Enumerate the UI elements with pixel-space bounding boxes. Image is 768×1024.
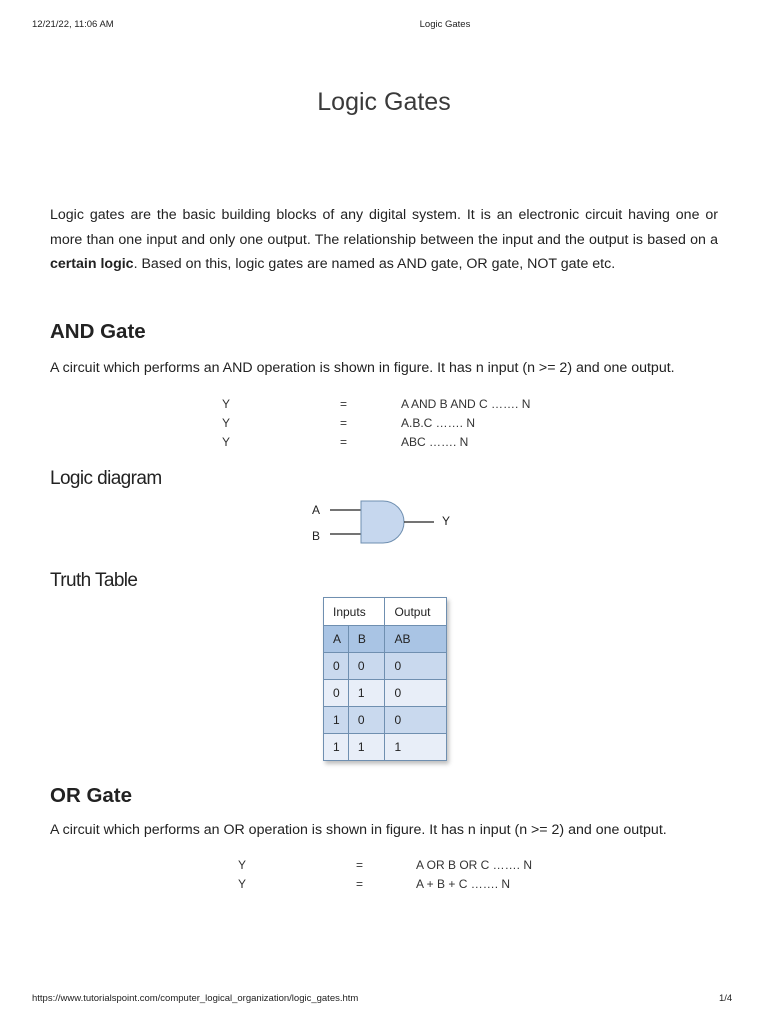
truth-table [323,597,447,761]
or-gate-description: A circuit which performs an OR operation is shown in figure. It has n input (n >= 2) and one output. [50,822,667,838]
intro-bold: certain logic [50,256,134,272]
or-gate-heading: OR Gate [50,784,133,807]
table-cell: 0 [385,707,447,734]
intro-text-2: . Based on this, logic gates are named as AND gate, OR gate, NOT gate etc. [133,256,616,272]
column-header: A [324,626,349,653]
table-cell: 1 [324,734,349,761]
intro-text-1: Logic gates are the basic building blocks of any digital system. It is an electronic circuit having one or more than one input and only one output. The relationship between the input and the output is based on a [50,207,718,248]
truth-table-heading: Truth Table [50,570,138,591]
equation-lhs: Y [222,435,231,449]
table-cell: 0 [348,653,385,680]
column-header: AB [385,626,447,653]
table-cell: 1 [324,707,349,734]
equation-rhs: A.B.C ……. N [401,416,476,430]
equation-op: = [356,858,364,872]
table-cell: 0 [385,680,447,707]
equation-rhs: A AND B AND C ……. N [401,397,531,411]
equation-lhs: Y [238,877,247,891]
and-gate-symbol [320,495,440,550]
and-gate-description: A circuit which performs an AND operation is shown in figure. It has n input (n >= 2) and one output. [50,360,675,376]
equation-lhs: Y [222,416,231,430]
equation-lhs: Y [238,858,247,872]
table-cell: 0 [324,653,349,680]
table-cell: 0 [348,707,385,734]
table-cell: 0 [324,680,349,707]
print-page-number: 1/4 [719,993,733,1004]
table-row [324,653,447,680]
output-y-label: Y [442,514,451,528]
equation-op: = [340,397,348,411]
input-a-label: A [312,503,321,517]
table-cell: 1 [385,734,447,761]
output-header: Output [385,598,447,626]
column-header-row [324,626,447,653]
and-gate-body [361,501,404,543]
logic-diagram-heading: Logic diagram [50,468,162,489]
equation-lhs: Y [222,397,231,411]
print-footer-url: https://www.tutorialspoint.com/computer_logical_organization/logic_gates.htm [32,993,359,1004]
table-row [324,680,447,707]
equation-op: = [356,877,364,891]
table-cell: 1 [348,680,385,707]
equation-op: = [340,435,348,449]
group-header-row [324,598,447,626]
input-b-label: B [312,529,321,543]
table-cell: 0 [385,653,447,680]
page-title: Logic Gates [317,88,451,116]
column-header: B [348,626,385,653]
table-cell: 1 [348,734,385,761]
equation-op: = [340,416,348,430]
table-row [324,707,447,734]
print-header-title: Logic Gates [419,19,471,30]
table-row [324,734,447,761]
equation-rhs: ABC ……. N [401,435,469,449]
inputs-header: Inputs [324,598,385,626]
intro-paragraph [50,203,718,277]
and-gate-heading: AND Gate [50,320,146,343]
print-datetime: 12/21/22, 11:06 AM [32,19,114,30]
equation-rhs: A + B + C ……. N [416,877,511,891]
equation-rhs: A OR B OR C ……. N [416,858,533,872]
